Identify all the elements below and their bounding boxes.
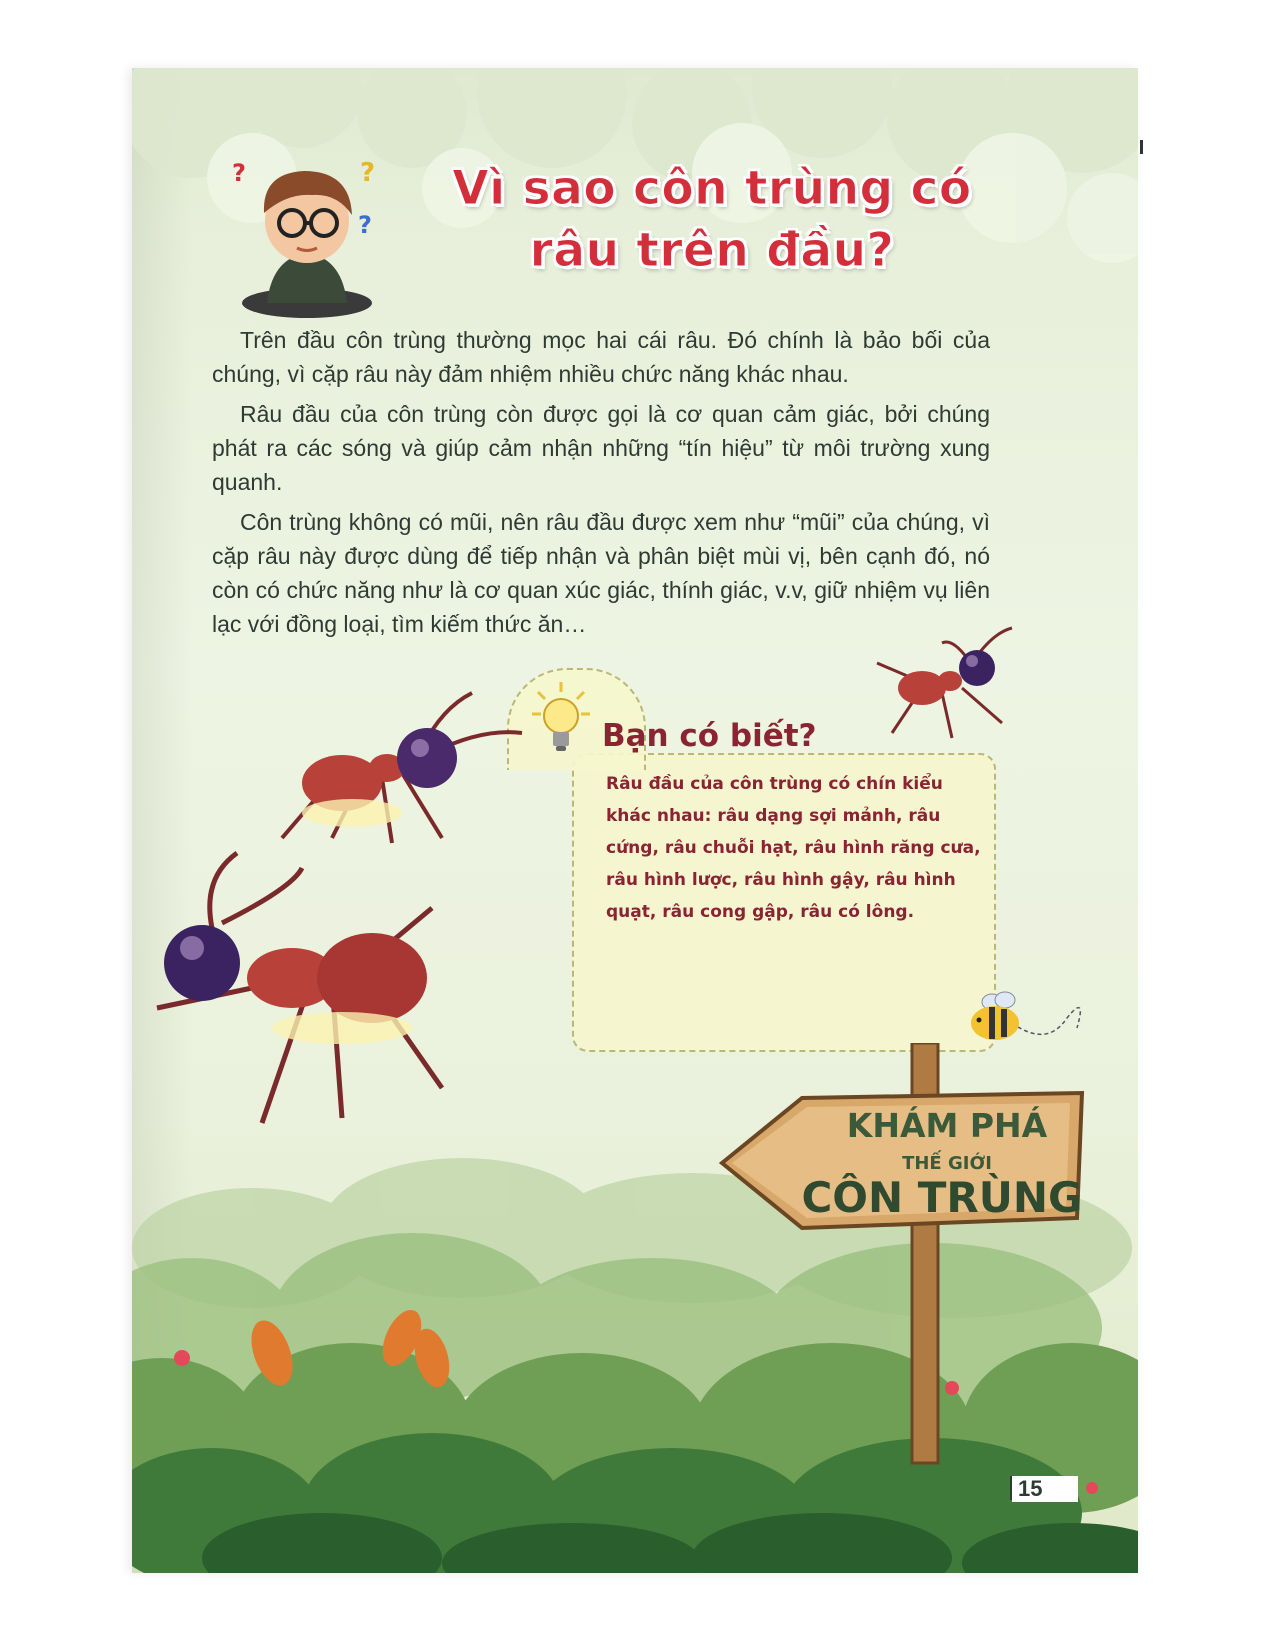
curious-kid-illustration [232, 153, 382, 323]
main-text [212, 323, 990, 647]
sign-line-2: THẾ GIỚI [902, 1153, 992, 1174]
svg-text:?: ? [360, 158, 376, 188]
sign-line-1: KHÁM PHÁ [846, 1106, 1048, 1145]
svg-text:?: ? [232, 159, 246, 187]
ant-icon [872, 623, 1022, 743]
paragraph-1: Trên đầu côn trùng thường mọc hai cái râu. Đó chính là bảo bối của chúng, vì cặp râu này đảm nhiệm nhiều chức năng khác nhau. [212, 327, 990, 387]
page-number: 15 [1012, 1476, 1078, 1502]
book-page [132, 68, 1138, 1573]
paragraph-3: Côn trùng không có mũi, nên râu đầu được xem như “mũi” của chúng, vì cặp râu này được dùng để tiếp nhận và phân biệt mùi vị, bên cạnh đó, nó còn có chức năng như là cơ quan xúc giác, thính giác, v.v, giữ nhiệm vụ liên lạc với đồng loại, tìm kiếm thức ăn… [212, 509, 990, 637]
did-you-know-text: Râu đầu của côn trùng có chín kiểu khác nhau: râu dạng sợi mảnh, râu cứng, râu chuỗi hạt, râu hình răng cưa, râu hình lược, râu hình gậy, râu hình quạt, râu cong gập, râu có lông. [606, 774, 981, 922]
paragraph-2: Râu đầu của côn trùng còn được gọi là cơ quan cảm giác, bởi chúng phát ra các sóng và giúp cảm nhận những “tín hiệu” từ môi trường xung quanh. [212, 401, 990, 495]
ant-icon [142, 848, 472, 1128]
page-title [372, 158, 1052, 282]
bee-icon [967, 988, 1097, 1048]
title-line-2: râu trên đầu? [529, 223, 895, 278]
lightbulb-icon [530, 680, 592, 758]
ant-icon [272, 688, 532, 858]
svg-text:?: ? [358, 211, 372, 239]
sign-line-3: CÔN TRÙNG [801, 1173, 1083, 1222]
title-line-1: Vì sao côn trùng có [452, 161, 972, 216]
did-you-know-title: Bạn có biết? [602, 718, 817, 754]
edge-mark [1140, 140, 1143, 154]
